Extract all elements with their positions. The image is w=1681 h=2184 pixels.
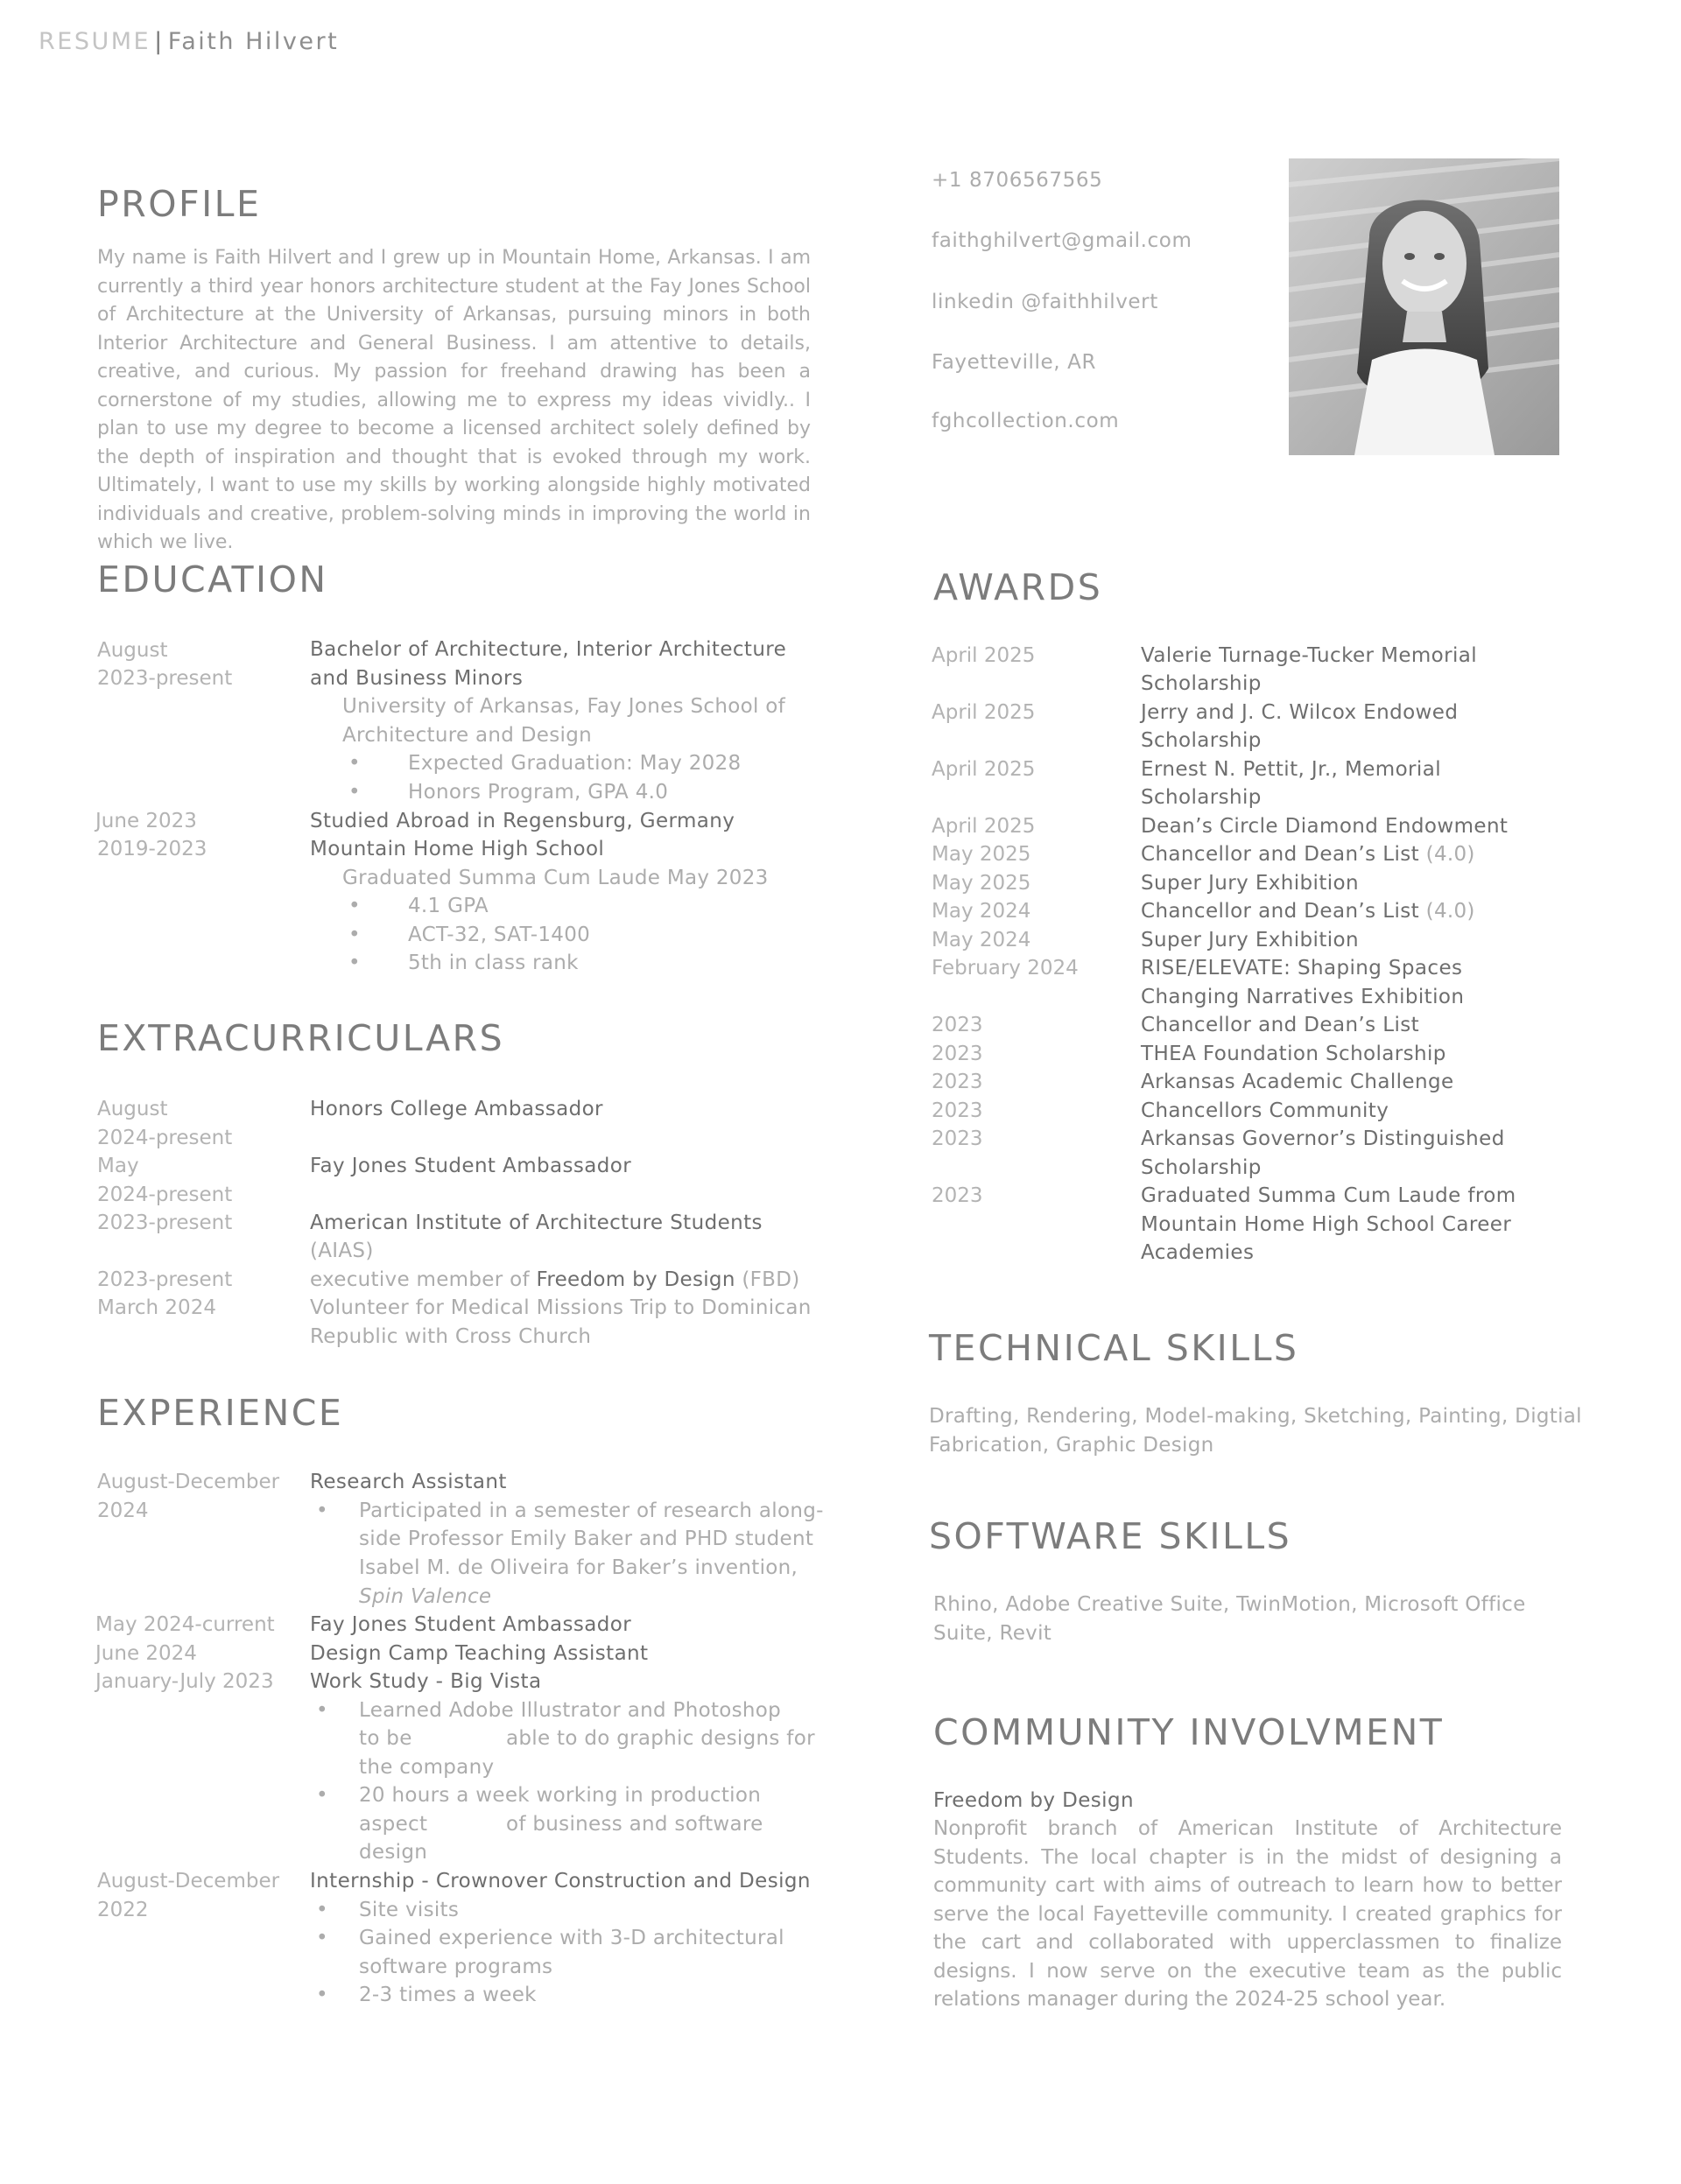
experience-bullet: aspect xyxy=(359,1813,428,1836)
experience-bullet: to be xyxy=(359,1727,412,1750)
education-heading: EDUCATION xyxy=(97,558,328,600)
experience-date: January-July 2023 xyxy=(95,1670,274,1693)
profile-heading: PROFILE xyxy=(97,183,262,225)
bullet-icon: • xyxy=(348,952,361,974)
experience-date: June 2024 xyxy=(95,1642,197,1665)
experience-title: Internship - Crownover Construction and Design xyxy=(310,1870,811,1893)
award-title: Ernest N. Pettit, Jr., Memorial xyxy=(1141,758,1441,781)
community-heading: COMMUNITY INVOLVMENT xyxy=(933,1711,1445,1753)
award-title xyxy=(1141,840,1475,869)
experience-bullet: side Professor Emily Baker and PHD student xyxy=(359,1527,814,1550)
education-date: June 2023 xyxy=(95,810,197,832)
experience-date: 2022 xyxy=(97,1899,149,1921)
award-date: 2023 xyxy=(932,1127,983,1150)
extracurricular-date: 2023-present xyxy=(97,1211,233,1234)
education-bullet: Honors Program, GPA 4.0 xyxy=(408,781,669,804)
bullet-icon: • xyxy=(316,1784,328,1807)
education-bullet: ACT-32, SAT-1400 xyxy=(408,923,591,946)
education-date: August xyxy=(97,639,168,662)
extracurricular-title: Fay Jones Student Ambassador xyxy=(310,1155,632,1177)
award-date: 2023 xyxy=(932,1043,983,1065)
bullet-icon: • xyxy=(348,895,361,917)
extracurricular-date: 2023-present xyxy=(97,1268,233,1291)
award-gpa: (4.0) xyxy=(1419,900,1475,923)
experience-title: Research Assistant xyxy=(310,1471,507,1493)
award-title: Super Jury Exhibition xyxy=(1141,872,1359,895)
award-title: Graduated Summa Cum Laude from xyxy=(1141,1184,1516,1207)
award-title: THEA Foundation Scholarship xyxy=(1141,1043,1446,1065)
award-date: 2023 xyxy=(932,1099,983,1122)
experience-bullet: the company xyxy=(359,1756,495,1779)
education-school: University of Arkansas, Fay Jones School of xyxy=(342,695,786,718)
award-title: Super Jury Exhibition xyxy=(1141,929,1359,952)
experience-bullet: software programs xyxy=(359,1956,553,1978)
experience-bullet: Site visits xyxy=(359,1899,460,1921)
award-date: May 2025 xyxy=(932,843,1031,866)
contact-email: faithghilvert@gmail.com xyxy=(932,229,1192,252)
award-title: Arkansas Governor’s Distinguished xyxy=(1141,1127,1505,1150)
bullet-icon: • xyxy=(316,1899,328,1921)
experience-bullet: Gained experience with 3-D architectural xyxy=(359,1927,784,1949)
award-title: Scholarship xyxy=(1141,672,1262,695)
award-date: 2023 xyxy=(932,1014,983,1036)
extracurricular-date: 2024-present xyxy=(97,1183,233,1206)
experience-date: May 2024-current xyxy=(95,1613,275,1636)
extracurricular-detail: Volunteer for Medical Missions Trip to Dominican xyxy=(310,1296,812,1319)
experience-bullet: Participated in a semester of research along- xyxy=(359,1499,824,1522)
award-title: RISE/ELEVATE: Shaping Spaces xyxy=(1141,957,1463,980)
award-name: Chancellor and Dean’s List xyxy=(1141,843,1420,866)
experience-bullet: Learned Adobe Illustrator and Photoshop xyxy=(359,1699,782,1722)
profile-photo xyxy=(1289,158,1559,455)
resume-name: Faith Hilvert xyxy=(167,28,340,55)
contact-website: fghcollection.com xyxy=(932,410,1120,432)
software-skills-text: Suite, Revit xyxy=(933,1622,1052,1645)
community-org: Freedom by Design xyxy=(933,1789,1134,1812)
experience-bullet: Isabel M. de Oliveira for Baker’s invention, xyxy=(359,1556,798,1579)
extracurriculars-heading: EXTRACURRICULARS xyxy=(97,1017,505,1059)
education-title: Mountain Home High School xyxy=(310,838,605,860)
award-date: April 2025 xyxy=(932,701,1036,724)
experience-heading: EXPERIENCE xyxy=(97,1392,344,1434)
education-detail: Graduated Summa Cum Laude May 2023 xyxy=(342,867,769,889)
awards-heading: AWARDS xyxy=(933,566,1103,608)
experience-title: Design Camp Teaching Assistant xyxy=(310,1642,649,1665)
contact-linkedin: linkedin @faithhilvert xyxy=(932,291,1158,313)
award-name: Chancellor and Dean’s List xyxy=(1141,900,1420,923)
award-title: Chancellor and Dean’s List xyxy=(1141,1014,1420,1036)
extracurricular-date: 2024-present xyxy=(97,1127,233,1149)
award-title: Dean’s Circle Diamond Endowment xyxy=(1141,815,1509,838)
award-title: Academies xyxy=(1141,1241,1255,1264)
experience-bullet: 2-3 times a week xyxy=(359,1984,537,2006)
extracurricular-role: executive member of xyxy=(310,1268,537,1291)
award-title: Scholarship xyxy=(1141,786,1262,809)
page-header xyxy=(39,28,339,55)
education-bullet: 5th in class rank xyxy=(408,952,579,974)
community-text: Nonprofit branch of American Institute of Architecture Students. The local chapter is in the midst of designing a community cart with aims of outreach to learn how to better serve the local Fayetteville community. I created graphics for the cart and collaborated with upperclassmen to finalize designs. I now serve on the executive team as the public relations manager during the 2024-25 school year. xyxy=(933,1817,1562,2011)
education-degree: Bachelor of Architecture, Interior Architecture xyxy=(310,638,787,661)
experience-title: Fay Jones Student Ambassador xyxy=(310,1613,632,1636)
award-title: Chancellors Community xyxy=(1141,1099,1389,1122)
extracurricular-detail xyxy=(310,1266,799,1295)
award-title: Scholarship xyxy=(1141,729,1262,752)
award-date: April 2025 xyxy=(932,815,1036,838)
education-degree: and Business Minors xyxy=(310,667,524,690)
contact-location: Fayetteville, AR xyxy=(932,351,1097,374)
header-separator: | xyxy=(154,28,165,55)
award-title: Mountain Home High School Career xyxy=(1141,1213,1512,1236)
experience-bullet: design xyxy=(359,1841,428,1864)
bullet-icon: • xyxy=(316,1984,328,2006)
extracurricular-title: American Institute of Architecture Students xyxy=(310,1211,763,1234)
bullet-icon: • xyxy=(316,1699,328,1722)
profile-text: My name is Faith Hilvert and I grew up in Mountain Home, Arkansas. I am currently a third year honors architecture student at the Fay Jones School of Architecture at the University of Arkansas, pursuing minors in both Interior Architecture and General Business. I am attentive to details, creative, and curious. My passion for freehand drawing has been a cornerstone of my studies, allowing me to express my ideas vividly.. I plan to use my degree to become a licensed architect solely defined by the depth of inspiration and thought that is evoked through my work. Ultimately, I want to use my skills by working alongside highly motivated individuals and creative, problem-solving minds in improving the world in which we live. xyxy=(97,247,811,553)
award-date: 2023 xyxy=(932,1071,983,1093)
software-skills-heading: SOFTWARE SKILLS xyxy=(929,1515,1292,1557)
technical-skills-text: Drafting, Rendering, Model-making, Sketching, Painting, Digtial xyxy=(929,1405,1582,1428)
bullet-icon: • xyxy=(316,1499,328,1522)
education-title: Studied Abroad in Regensburg, Germany xyxy=(310,810,735,832)
extracurricular-detail: (AIAS) xyxy=(310,1239,374,1262)
award-title: Arkansas Academic Challenge xyxy=(1141,1071,1454,1093)
award-title: Changing Narratives Exhibition xyxy=(1141,986,1465,1008)
award-date: May 2025 xyxy=(932,872,1031,895)
award-title: Valerie Turnage-Tucker Memorial xyxy=(1141,644,1478,667)
education-bullet: 4.1 GPA xyxy=(408,895,489,917)
experience-bullet: 20 hours a week working in production xyxy=(359,1784,762,1807)
experience-bullet: Spin Valence xyxy=(359,1585,492,1608)
bullet-icon: • xyxy=(316,1927,328,1949)
experience-date: August-December xyxy=(97,1870,280,1893)
extracurricular-date: May xyxy=(97,1155,139,1177)
experience-title: Work Study - Big Vista xyxy=(310,1670,542,1693)
extracurricular-org: Freedom by Design xyxy=(536,1268,735,1291)
award-date: April 2025 xyxy=(932,758,1036,781)
bullet-icon: • xyxy=(348,923,361,946)
award-title: Jerry and J. C. Wilcox Endowed xyxy=(1141,701,1459,724)
education-date: 2023-present xyxy=(97,667,233,690)
award-title xyxy=(1141,897,1475,926)
experience-date: 2024 xyxy=(97,1499,149,1522)
technical-skills-text: Fabrication, Graphic Design xyxy=(929,1434,1214,1457)
award-gpa: (4.0) xyxy=(1419,843,1475,866)
award-date: February 2024 xyxy=(932,957,1079,980)
education-school: Architecture and Design xyxy=(342,724,593,747)
award-date: May 2024 xyxy=(932,929,1031,952)
experience-bullet: able to do graphic designs for xyxy=(506,1727,815,1750)
experience-date: August-December xyxy=(97,1471,280,1493)
bullet-icon: • xyxy=(348,781,361,804)
extracurricular-title: Honors College Ambassador xyxy=(310,1098,603,1120)
resume-label: RESUME xyxy=(39,28,151,55)
bullet-icon: • xyxy=(348,752,361,775)
contact-phone: +1 8706567565 xyxy=(932,169,1103,192)
experience-bullet: of business and software xyxy=(506,1813,763,1836)
technical-skills-heading: TECHNICAL SKILLS xyxy=(929,1327,1299,1369)
extracurricular-date: March 2024 xyxy=(97,1296,216,1319)
extracurricular-abbr: (FBD) xyxy=(735,1268,800,1291)
education-date: 2019-2023 xyxy=(97,838,207,860)
software-skills-text: Rhino, Adobe Creative Suite, TwinMotion, Microsoft Office xyxy=(933,1593,1526,1616)
award-date: April 2025 xyxy=(932,644,1036,667)
extracurricular-date: August xyxy=(97,1098,168,1120)
extracurricular-detail: Republic with Cross Church xyxy=(310,1325,592,1348)
award-date: May 2024 xyxy=(932,900,1031,923)
award-date: 2023 xyxy=(932,1184,983,1207)
education-bullet: Expected Graduation: May 2028 xyxy=(408,752,742,775)
award-title: Scholarship xyxy=(1141,1156,1262,1179)
